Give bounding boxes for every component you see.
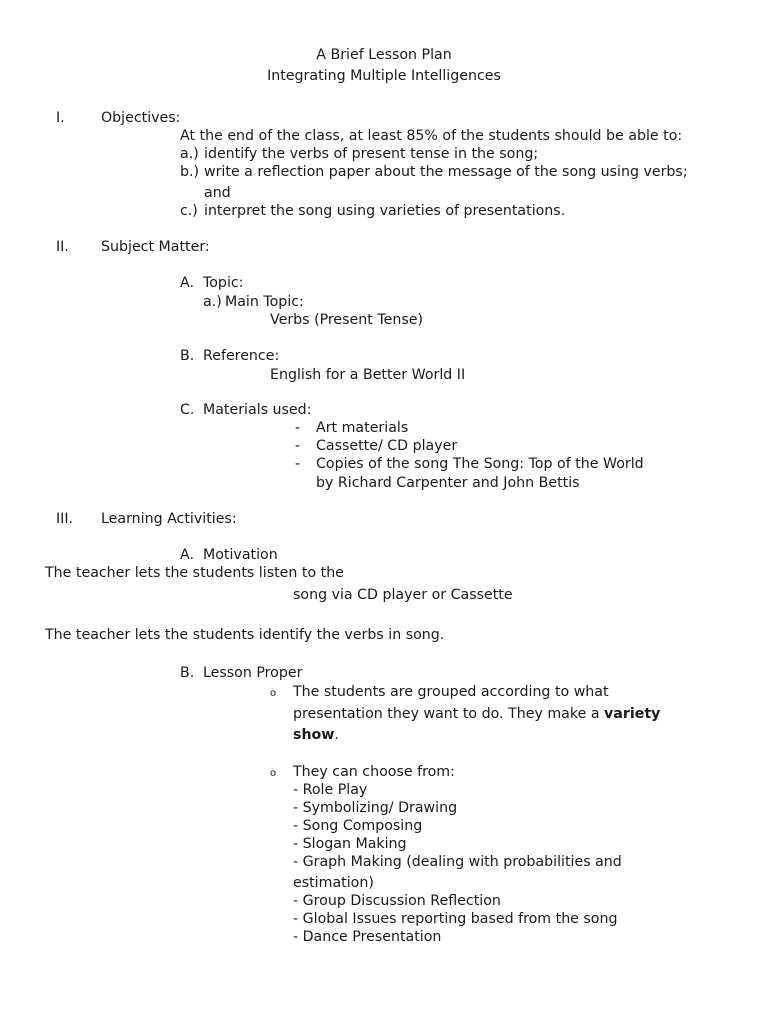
objectives-intro: At the end of the class, at least 85% of the students should be able to:	[180, 128, 683, 144]
lesson-proper-label: Lesson Proper	[203, 665, 303, 681]
document-title: A Brief Lesson Plan	[316, 47, 452, 63]
lesson-text: The students are grouped according to what	[293, 684, 609, 700]
lesson-text: presentation they want to do. They make a variety	[293, 706, 661, 722]
bullet-icon: o	[270, 768, 277, 779]
motivation-text: song via CD player or Cassette	[293, 587, 513, 603]
motivation-text: The teacher lets the students identify the verbs in song.	[45, 627, 445, 643]
list-item: - Symbolizing/ Drawing	[293, 800, 458, 816]
topic-label: Topic:	[203, 275, 244, 291]
lesson-text: They can choose from:	[293, 764, 455, 780]
item-text: identify the verbs of present tense in the song;	[204, 146, 539, 162]
list-item: estimation)	[293, 875, 374, 891]
section-number: III.	[56, 511, 74, 527]
material-text: Cassette/ CD player	[316, 438, 458, 454]
materials-marker: C.	[180, 402, 195, 418]
list-item: - Global Issues reporting based from the song	[293, 911, 618, 927]
material-text: Copies of the song The Song: Top of the World	[316, 456, 644, 472]
lesson-text: show.	[293, 727, 339, 743]
material-text: Art materials	[316, 420, 409, 436]
topic-marker: A.	[180, 275, 194, 291]
item-text: interpret the song using varieties of presentations.	[204, 203, 566, 219]
main-topic-label: Main Topic:	[225, 294, 304, 310]
reference-value: English for a Better World II	[270, 367, 466, 383]
item-text: write a reflection paper about the message of the song using verbs;	[204, 164, 688, 180]
document-subtitle: Integrating Multiple Intelligences	[267, 68, 501, 84]
list-item: - Role Play	[293, 782, 368, 798]
item-text: and	[204, 185, 231, 201]
material-text: by Richard Carpenter and John Bettis	[316, 475, 580, 491]
list-item: - Song Composing	[293, 818, 423, 834]
dash: -	[295, 420, 301, 436]
emphasis: variety	[604, 706, 661, 722]
section-number: II.	[56, 239, 69, 255]
lesson-proper-marker: B.	[180, 665, 195, 681]
main-topic-marker: a.)	[203, 294, 222, 310]
main-topic-value: Verbs (Present Tense)	[270, 312, 423, 328]
reference-marker: B.	[180, 348, 195, 364]
section-heading: Learning Activities:	[101, 511, 237, 527]
emphasis: show	[293, 727, 335, 743]
list-item: - Slogan Making	[293, 836, 407, 852]
item-marker: c.)	[180, 203, 198, 219]
list-item: - Group Discussion Reflection	[293, 893, 501, 909]
dash: -	[295, 456, 301, 472]
list-item: - Dance Presentation	[293, 929, 442, 945]
section-number: I.	[56, 110, 65, 126]
section-heading: Objectives:	[101, 110, 181, 126]
section-heading: Subject Matter:	[101, 239, 210, 255]
item-marker: b.)	[180, 164, 200, 180]
motivation-text: The teacher lets the students listen to the	[45, 565, 344, 581]
list-item: - Graph Making (dealing with probabilities and	[293, 854, 622, 870]
materials-label: Materials used:	[203, 402, 312, 418]
dash: -	[295, 438, 301, 454]
motivation-label: Motivation	[203, 547, 278, 563]
bullet-icon: o	[270, 688, 277, 699]
reference-label: Reference:	[203, 348, 280, 364]
item-marker: a.)	[180, 146, 199, 162]
motivation-marker: A.	[180, 547, 194, 563]
